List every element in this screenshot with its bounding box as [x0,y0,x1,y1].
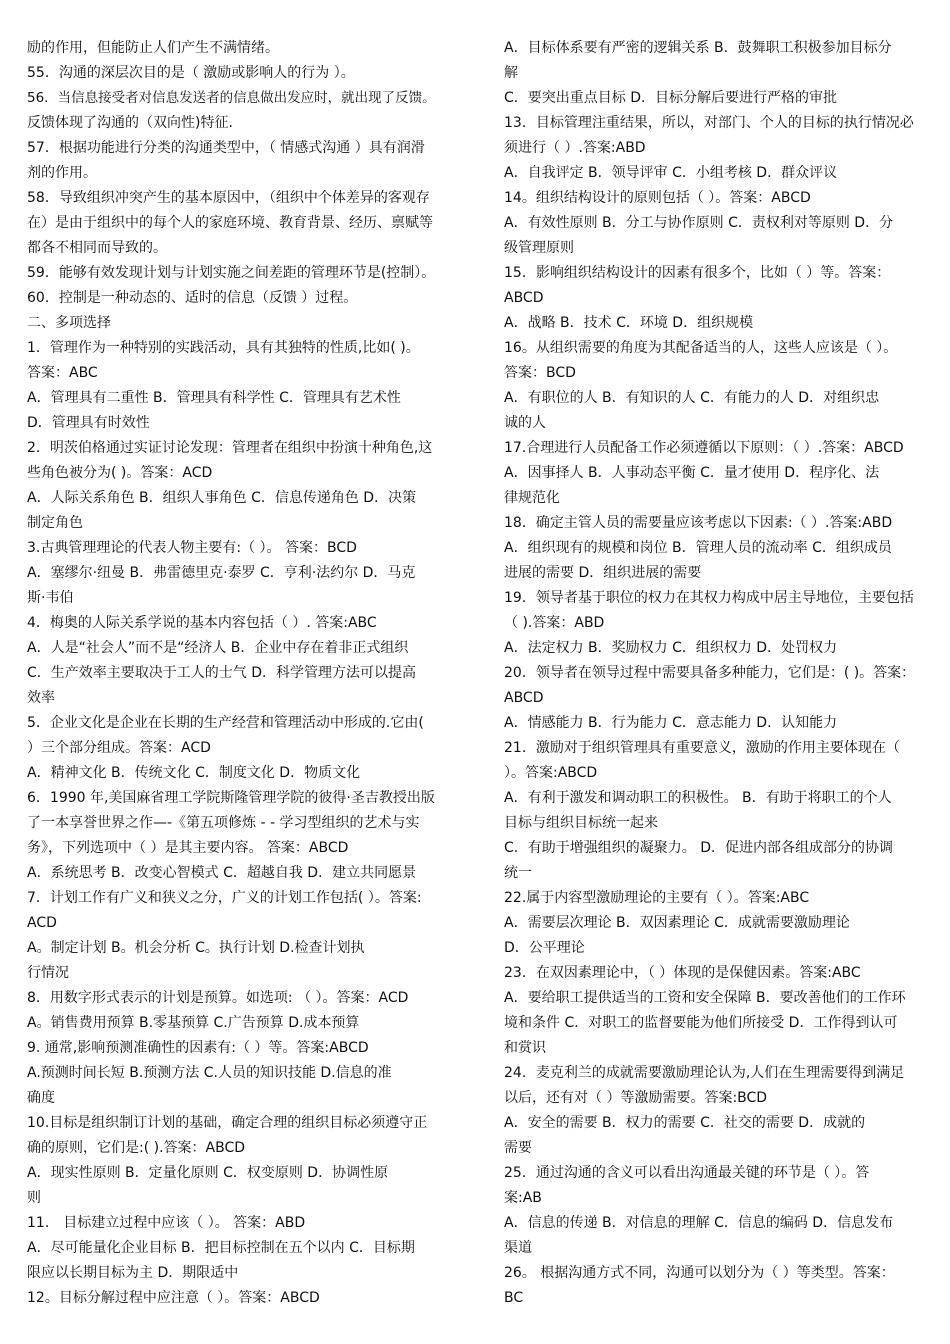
text-line: 须进行（ ）.答案:ABD [504,140,646,156]
text-line: 境和条件 C．对职工的监督要能为他们所接受 D．工作得到认可 [504,1015,898,1031]
text-line: A．有职位的人 B．有知识的人 C．有能力的人 D．对组织忠 [504,390,880,406]
left-column [27,36,447,1311]
text-line: A。销售费用预算 B.零基预算 C.广告预算 D.成本预算 [27,1015,360,1031]
text-line: A．尽可能量化企业目标 B．把目标控制在五个以内 C．目标期 [27,1240,415,1256]
text-line: 20．领导者在领导过程中需要具备多种能力，它们是：( )。答案： [504,665,916,681]
text-line: 19．领导者基于职位的权力在其权力构成中居主导地位，主要包括 [504,590,914,606]
text-line: 13．目标管理注重结果，所以，对部门、个人的目标的执行情况必 [504,115,914,131]
text-line: 剂的作用。 [27,165,97,181]
text-line: 58．导致组织冲突产生的基本原因中，（组织中个体差异的客观存 [27,190,430,206]
text-line: A．人是“社会人”而不是“经济人 B．企业中存在着非正式组织 [27,640,409,656]
text-line: 了一本享誉世界之作—-《第五项修炼 - - 学习型组织的艺术与实 [27,815,420,831]
text-line: 目标与组织目标统一起来 [504,815,658,831]
text-line: A．情感能力 B．行为能力 C．意志能力 D．认知能力 [504,715,838,731]
text-line: 答案：BCD [504,365,576,381]
text-line: 反馈体现了沟通的（双向性)特征. [27,115,233,131]
text-line: A．战略 B．技术 C．环境 D．组织规模 [504,315,754,331]
text-line: 则 [27,1190,41,1206]
text-line: C．有助于增强组织的凝聚力。 D．促进内部各组成部分的协调 [504,840,894,856]
text-line: 行情况 [27,965,69,981]
text-line: 些角色被分为( )。答案：ACD [27,465,213,481]
text-line: 8．用数字形式表示的计划是预算。如选项: （ ）。答案：ACD [27,990,409,1006]
text-line: A．安全的需要 B．权力的需要 C．社交的需要 D．成就的 [504,1115,866,1131]
text-line: C．要突出重点目标 D．目标分解后要进行严格的审批 [504,90,838,106]
text-line: 5．企业文化是企业在长期的生产经营和管理活动中形成的.它由( [27,715,424,731]
text-line: 26。 根据沟通方式不同，沟通可以划分为（ ）等类型。答案： [504,1265,895,1281]
text-line: 和赏识 [504,1040,546,1056]
text-line: A．目标体系要有严密的逻辑关系 B．鼓舞职工积极参加目标分 [504,40,892,56]
text-line: 3.古典管理理论的代表人物主要有:（ ）。 答案：BCD [27,540,357,556]
text-line: D．管理具有时效性 [27,415,150,431]
text-line: 级管理原则 [504,240,574,256]
text-line: 案:AB [504,1190,542,1206]
text-line: A．法定权力 B．奖励权力 C．组织权力 D．处罚权力 [504,640,838,656]
text-line: 确度 [27,1090,55,1106]
text-line: 24．麦克利兰的成就需要激励理论认为,人们在生理需要得到满足 [504,1065,905,1081]
text-line: 55．沟通的深层次目的是（ 激励或影响人的行为 ）。 [27,65,355,81]
text-line: 解 [504,65,518,81]
text-line: 效率 [27,690,55,706]
text-line: A．组织现有的规模和岗位 B．管理人员的流动率 C．组织成员 [504,540,892,556]
text-line: A．系统思考 B．改变心智模式 C．超越自我 D．建立共同愿景 [27,865,417,881]
text-line: 18．确定主管人员的需要量应该考虑以下因素:（ ）.答案:ABD [504,515,893,531]
text-line: 斯·韦伯 [27,590,74,606]
text-line: 25．通过沟通的含义可以看出沟通最关键的环节是（ ）。答 [504,1165,870,1181]
text-line: 制定角色 [27,515,83,531]
text-line: D．公平理论 [504,940,585,956]
text-line: 进展的需要 D．组织进展的需要 [504,565,702,581]
text-line: 务》，下列选项中（ ）是其主要内容。 答案：ABCD [27,840,349,856]
text-line: A．管理具有二重性 B．管理具有科学性 C．管理具有艺术性 [27,390,401,406]
text-line: 57．根据功能进行分类的沟通类型中，（ 情感式沟通 ）具有润滑 [27,140,425,156]
text-line: A．人际关系角色 B．组织人事角色 C．信息传递角色 D．决策 [27,490,417,506]
text-line: A．需要层次理论 B．双因素理论 C．成就需要激励理论 [504,915,850,931]
text-line: 1．管理作为一种特别的实践活动，具有其独特的性质,比如( )。 [27,340,420,356]
text-line: ）三个部分组成。答案：ACD [27,740,211,756]
text-line: 律规范化 [504,490,560,506]
text-line: 7．计划工作有广义和狭义之分，广义的计划工作包括( ）。答案: [27,890,422,906]
right-column [504,36,924,1311]
text-line: 22.属于内容型激励理论的主要有（ ）。答案:ABC [504,890,810,906]
text-line: A．因事择人 B．人事动态平衡 C．量才使用 D．程序化、法 [504,465,880,481]
text-line: 二、多项选择 [27,315,111,331]
text-line: 14。组织结构设计的原则包括（ ）。答案：ABCD [504,190,811,206]
text-line: 9. 通常,影响预测准确性的因素有:（ ）等。答案:ABCD [27,1040,369,1056]
text-line: 限应以长期目标为主 D．期限适中 [27,1265,239,1281]
text-line: 56．当信息接受者对信息发送者的信息做出发应时，就出现了反馈。 [27,90,436,106]
text-line: ）。答案:ABCD [504,765,598,781]
text-line: ACD [27,915,57,931]
text-line: 励的作用，但能防止人们产生不满情绪。 [27,40,279,56]
text-line: 59．能够有效发现计划与计划实施之间差距的管理环节是(控制）。 [27,265,436,281]
text-line: A。制定计划 B。机会分析 C。执行计划 D.检查计划执 [27,940,365,956]
text-line: BC [504,1290,524,1306]
text-line: 12。目标分解过程中应注意（ ）。答案：ABCD [27,1290,320,1306]
text-line: 17.合理进行人员配备工作必须遵循以下原则：（ ）.答案：ABCD [504,440,904,456]
text-line: 以后，还有对（ ）等激励需要。答案:BCD [504,1090,768,1106]
text-line: A．自我评定 B．领导评审 C．小组考核 D．群众评议 [504,165,838,181]
text-line: A．信息的传递 B．对信息的理解 C．信息的编码 D．信息发布 [504,1215,894,1231]
text-line: ABCD [504,690,544,706]
text-line: A．精神文化 B．传统文化 C．制度文化 D．物质文化 [27,765,361,781]
text-line: 答案：ABC [27,365,98,381]
text-line: 2．明茨伯格通过实证讨论发现：管理者在组织中扮演十种角色,这 [27,440,433,456]
text-line: 11． 目标建立过程中应该（ ）。 答案：ABD [27,1215,306,1231]
text-line: A．要给职工提供适当的工资和安全保障 B．要改善他们的工作环 [504,990,906,1006]
text-line: A．塞缪尔·纽曼 B．弗雷德里克·泰罗 C．亨利·法约尔 D．马克 [27,565,416,581]
text-line: 在）是由于组织中的每个人的家庭环境、教育背景、经历、禀赋等 [27,215,433,231]
text-line: 渠道 [504,1240,532,1256]
text-line: A．有效性原则 B．分工与协作原则 C．责权利对等原则 D．分 [504,215,894,231]
text-line: 16。从组织需要的角度为其配备适当的人，这些人应该是（ ）。 [504,340,898,356]
text-line: 10.目标是组织制订计划的基础，确定合理的组织目标必须遵守正 [27,1115,428,1131]
text-line: C．生产效率主要取决于工人的士气 D．科学管理方法可以提高 [27,665,417,681]
text-line: 60．控制是一种动态的、适时的信息（反馈 ）过程。 [27,290,358,306]
text-line: A.预测时间长短 B.预测方法 C.人员的知识技能 D.信息的准 [27,1065,392,1081]
text-line: 21．激励对于组织管理具有重要意义，激励的作用主要体现在（ [504,740,900,756]
text-line: 23．在双因素理论中，（ ）体现的是保健因素。答案:ABC [504,965,861,981]
text-line: 15．影响组织结构设计的因素有很多个，比如（ ）等。答案： [504,265,891,281]
text-line: （ ).答案：ABD [504,615,605,631]
text-line: ABCD [504,290,544,306]
text-line: 诚的人 [504,415,546,431]
text-line: 确的原则，它们是:( ).答案：ABCD [27,1140,246,1156]
text-line: A．有利于激发和调动职工的积极性。 B．有助于将职工的个人 [504,790,892,806]
text-line: 统一 [504,865,532,881]
text-line: 6．1990 年,美国麻省理工学院斯隆管理学院的彼得·圣吉教授出版 [27,790,435,806]
text-line: 4．梅奥的人际关系学说的基本内容包括（ ）. 答案:ABC [27,615,377,631]
text-line: 需要 [504,1140,532,1156]
text-line: A．现实性原则 B．定量化原则 C．权变原则 D．协调性原 [27,1165,389,1181]
text-line: 都各不相同而导致的。 [27,240,167,256]
